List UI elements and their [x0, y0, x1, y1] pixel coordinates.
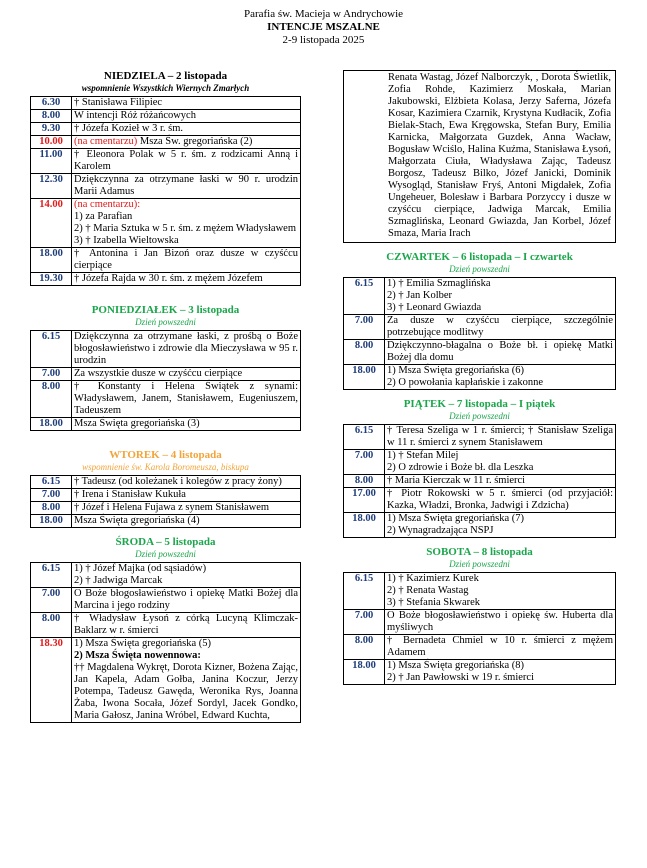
table-row [344, 660, 616, 685]
mass-time: 18.00 [31, 418, 72, 431]
intention-line: 1) Msza Święta gregoriańska (6) [387, 365, 525, 376]
table-row [31, 368, 301, 381]
table-row [344, 315, 616, 340]
monday-subtitle: Dzień powszedni [135, 317, 196, 327]
mass-time: 19.30 [31, 273, 72, 286]
table-row [31, 110, 301, 123]
mass-time: 6.15 [31, 331, 72, 368]
table-row [31, 515, 301, 528]
saturday-subtitle: Dzień powszedni [449, 559, 510, 569]
novena-heading: 2) Msza Święta nowennowa: [74, 650, 201, 661]
sunday-heading: NIEDZIELA – 2 listopada [103, 70, 228, 82]
mass-time: 9.30 [31, 123, 72, 136]
table-row [344, 340, 616, 365]
mass-intention [72, 563, 301, 588]
mass-intention: O Boże błogosławieństwo i opiekę św. Huberta dla myśliwych [385, 610, 616, 635]
intention-line: 3) † Leonard Gwiazda [387, 302, 482, 313]
intention-line: 1) † Józef Majka (od sąsiadów) [74, 563, 207, 574]
thursday-table [343, 277, 616, 390]
table-row [344, 475, 616, 488]
mass-time: 18.00 [344, 513, 385, 538]
mass-time: 6.15 [31, 563, 72, 588]
intention-line: 1) Msza Święta gregoriańska (8) [387, 660, 525, 671]
mass-intention: Za dusze w czyśćcu cierpiące, szczególnie potrzebujące modlitwy [385, 315, 616, 340]
cemetery-note: (na cmentarzu): [74, 199, 141, 210]
mass-time: 18.00 [31, 248, 72, 273]
mass-intention: Dziękczynna za otrzymane łaski w 90 r. urodzin Marii Adamus [72, 174, 301, 199]
cemetery-note: (na cmentarzu) [74, 136, 138, 147]
table-row [31, 199, 301, 248]
table-row [31, 331, 301, 368]
mass-intention [385, 278, 616, 315]
wednesday-heading: ŚRODA – 5 listopada [115, 536, 216, 548]
mass-time: 18.30 [31, 638, 72, 723]
table-row [31, 563, 301, 588]
monday-table [30, 330, 301, 431]
thursday-heading: CZWARTEK – 6 listopada – I czwartek [386, 251, 573, 263]
mass-intention: Dziękczynno-błagalna o Boże bł. i opiekę Matki Bożej dla domu [385, 340, 616, 365]
table-row [31, 174, 301, 199]
friday-table [343, 424, 616, 538]
table-row [344, 71, 616, 243]
intention-line: 1) za Parafian [74, 211, 133, 222]
table-row [31, 136, 301, 149]
mass-time: 18.00 [344, 365, 385, 390]
mass-time: 12.30 [31, 174, 72, 199]
mass-time: 6.15 [344, 425, 385, 450]
intention-line: 2) † Renata Wastag [387, 585, 469, 596]
novena-names: †† Magdalena Wykręt, Dorota Kizner, Bożena Zając, Jan Kapela, Adam Gołba, Janina Koczur, Jerzy Potempa, Tadeusz Gawęda, Weronika Rys, Joanna Żaba, Iwona Socała, Józef Sordyl, Jacek Gondko, Maria Gałosz, Janina Wróbel, Edward Kuchta, [74, 662, 298, 721]
mass-time: 8.00 [31, 613, 72, 638]
mass-intention: Za wszystkie dusze w czyśćcu cierpiące [72, 368, 301, 381]
intention-line: 2) † Jan Pawłowski w 19 r. śmierci [387, 672, 534, 683]
novena-continuation: Renata Wastag, Józef Nalborczyk, , Dorota Świetlik, Zofia Rohde, Kazimierz Moskała, Marian Jakubowski, Elżbieta Kolasa, Jerzy Saferna, Józefa Kosar, Kazimiera Czarnik, Krystyna Kudłacik, Zofia Bielak-Stach, Ewa Kręgowska, Stefan Bury, Emilia Karnicka, Małgorzata Guzdek, Anna Wacław, Bogusław Wciślo, Halina Kuźma, Stanisława Łysoń, Małgorzata Ciuła, Władysława Zając, Tadeusz Borgosz, Tadeusz Bilko, Józef Janicki, Dominik Wysogląd, Stanisław Fryś, Antoni Migdałek, Zofia Ungeheuer, Bolesław i Barbara Porzyccy i dusze w czyśćcu cierpiące, Jadwiga Marcak, Emilia Szmaglińska, Leonard Gwiazda, Jan Korbel, Józef Smaza, Maria Irach [344, 71, 616, 243]
mass-time: 11.00 [31, 149, 72, 174]
table-row [344, 513, 616, 538]
intention-line: 2) Wynagradzająca NSPJ [387, 525, 494, 536]
table-row [344, 610, 616, 635]
parish-name: Parafia św. Macieja w Andrychowie [243, 8, 404, 20]
mass-intention: W intencji Róż różańcowych [72, 110, 301, 123]
mass-intention [385, 573, 616, 610]
mass-time: 7.00 [31, 588, 72, 613]
mass-intention: † Władysław Łysoń z córką Lucyną Klimczak-Baklarz w r. śmierci [72, 613, 301, 638]
intention-line: 1) † Kazimierz Kurek [387, 573, 479, 584]
table-row [31, 123, 301, 136]
table-row [31, 149, 301, 174]
mass-intention: O Boże błogosławieństwo i opiekę Matki Bożej dla Marcina i jego rodziny [72, 588, 301, 613]
table-row [344, 278, 616, 315]
intention-line: 1) Msza Święta gregoriańska (7) [387, 513, 525, 524]
mass-intention [72, 638, 301, 723]
mass-intention: † Konstanty i Helena Świątek z synami: Władysławem, Janem, Stanisławem, Eugeniuszem, Tadeuszem [72, 381, 301, 418]
wednesday-table [30, 562, 301, 723]
mass-time: 6.30 [31, 97, 72, 110]
date-range: 2-9 listopada 2025 [282, 34, 365, 46]
mass-time: 6.15 [344, 278, 385, 315]
tuesday-table [30, 475, 301, 528]
mass-time: 6.15 [31, 476, 72, 489]
wednesday-subtitle: Dzień powszedni [135, 549, 196, 559]
mass-time: 18.00 [31, 515, 72, 528]
saturday-table [343, 572, 616, 685]
mass-intention [72, 199, 301, 248]
table-row [31, 476, 301, 489]
mass-intention: Dziękczynna za otrzymane łaski, z prośbą o Boże błogosławieństwo i zdrowie dla Mieczysława w 95 r. urodzin [72, 331, 301, 368]
mass-intention: † Józefa Rajda w 30 r. śm. z mężem Józefem [72, 273, 301, 286]
table-row [344, 635, 616, 660]
mass-intention: † Józef i Helena Fujawa z synem Stanisławem [72, 502, 301, 515]
mass-time: 14.00 [31, 199, 72, 248]
table-row [31, 502, 301, 515]
mass-time: 7.00 [344, 450, 385, 475]
saturday-heading: SOBOTA – 8 listopada [426, 546, 533, 558]
monday-heading: PONIEDZIAŁEK – 3 listopada [91, 304, 240, 316]
friday-heading: PIĄTEK – 7 listopada – I piątek [403, 398, 556, 410]
mass-intention: † Stanisława Filipiec [72, 97, 301, 110]
mass-time: 6.15 [344, 573, 385, 610]
mass-intention: Msza Święta gregoriańska (4) [72, 515, 301, 528]
intention-line: 1) † Emilia Szmaglińska [387, 278, 491, 289]
mass-time: 8.00 [31, 110, 72, 123]
intention-text: Msza Św. gregoriańska (2) [139, 136, 253, 147]
mass-time: 7.00 [344, 610, 385, 635]
table-row [31, 588, 301, 613]
friday-subtitle: Dzień powszedni [449, 411, 510, 421]
mass-intention: † Tadeusz (od koleżanek i kolegów z pracy żony) [72, 476, 301, 489]
intention-line: 2) † Jan Kolber [387, 290, 453, 301]
table-row [31, 489, 301, 502]
table-row [31, 273, 301, 286]
mass-intention [385, 660, 616, 685]
intention-line: 2) O powołania kapłańskie i zakonne [387, 377, 543, 388]
table-row [344, 488, 616, 513]
mass-intention [385, 513, 616, 538]
mass-intention: † Bernadeta Chmiel w 10 r. śmierci z mężem Adamem [385, 635, 616, 660]
mass-time: 8.00 [344, 340, 385, 365]
mass-intention: † Józefa Kozieł w 3 r. śm. [72, 123, 301, 136]
thursday-subtitle: Dzień powszedni [449, 264, 510, 274]
mass-intention [385, 365, 616, 390]
intention-line: 1) Msza Święta gregoriańska (5) [74, 638, 212, 649]
intention-line: 2) O zdrowie i Boże bł. dla Leszka [387, 462, 534, 473]
mass-intention: Msza Święta gregoriańska (3) [72, 418, 301, 431]
tuesday-subtitle: wspomnienie św. Karola Boromeusza, biskupa [82, 462, 249, 472]
mass-intention [385, 450, 616, 475]
mass-time: 7.00 [344, 315, 385, 340]
table-row [31, 381, 301, 418]
intention-line: 3) † Stefania Skwarek [387, 597, 481, 608]
intention-line: 3) † Izabella Wieltowska [74, 235, 179, 246]
table-row [31, 638, 301, 723]
left-column [30, 70, 301, 723]
tuesday-heading: WTOREK – 4 listopada [109, 449, 222, 461]
table-row [344, 365, 616, 390]
mass-intention: † Maria Kierczak w 11 r. śmierci [385, 475, 616, 488]
table-row [31, 97, 301, 110]
mass-time: 7.00 [31, 489, 72, 502]
intention-line: 2) † Jadwiga Marcak [74, 575, 163, 586]
mass-time: 8.00 [344, 475, 385, 488]
table-row [31, 613, 301, 638]
table-row [344, 425, 616, 450]
sunday-table [30, 96, 301, 286]
intention-line: 1) † Stefan Milej [387, 450, 459, 461]
mass-time: 8.00 [344, 635, 385, 660]
intention-line: 2) † Maria Sztuka w 5 r. śm. z mężem Władysławem [74, 223, 296, 234]
mass-intention: † Teresa Szeliga w 1 r. śmierci; † Stanisław Szeliga w 11 r. śmierci z synem Stanisławem [385, 425, 616, 450]
mass-time: 17.00 [344, 488, 385, 513]
table-row [31, 248, 301, 273]
table-row [344, 573, 616, 610]
page-header [0, 8, 647, 47]
mass-time: 18.00 [344, 660, 385, 685]
mass-intention: † Eleonora Polak w 5 r. śm. z rodzicami Anną i Karolem [72, 149, 301, 174]
continuation-table [343, 70, 616, 243]
right-column [343, 70, 616, 685]
mass-time: 8.00 [31, 381, 72, 418]
mass-intention [72, 136, 301, 149]
mass-intention: † Antonina i Jan Bizoń oraz dusze w czyśćcu cierpiące [72, 248, 301, 273]
mass-time: 7.00 [31, 368, 72, 381]
sunday-subtitle: wspomnienie Wszystkich Wiernych Zmarłych [81, 83, 250, 93]
mass-intention: † Piotr Rokowski w 5 r. śmierci (od przyjaciół: Kazka, Władzi, Bronka, Jadwigi i Zdzicha) [385, 488, 616, 513]
table-row [344, 450, 616, 475]
page-title: INTENCJE MSZALNE [267, 21, 380, 33]
mass-intention: † Irena i Stanisław Kukuła [72, 489, 301, 502]
mass-time: 8.00 [31, 502, 72, 515]
mass-time: 10.00 [31, 136, 72, 149]
table-row [31, 418, 301, 431]
